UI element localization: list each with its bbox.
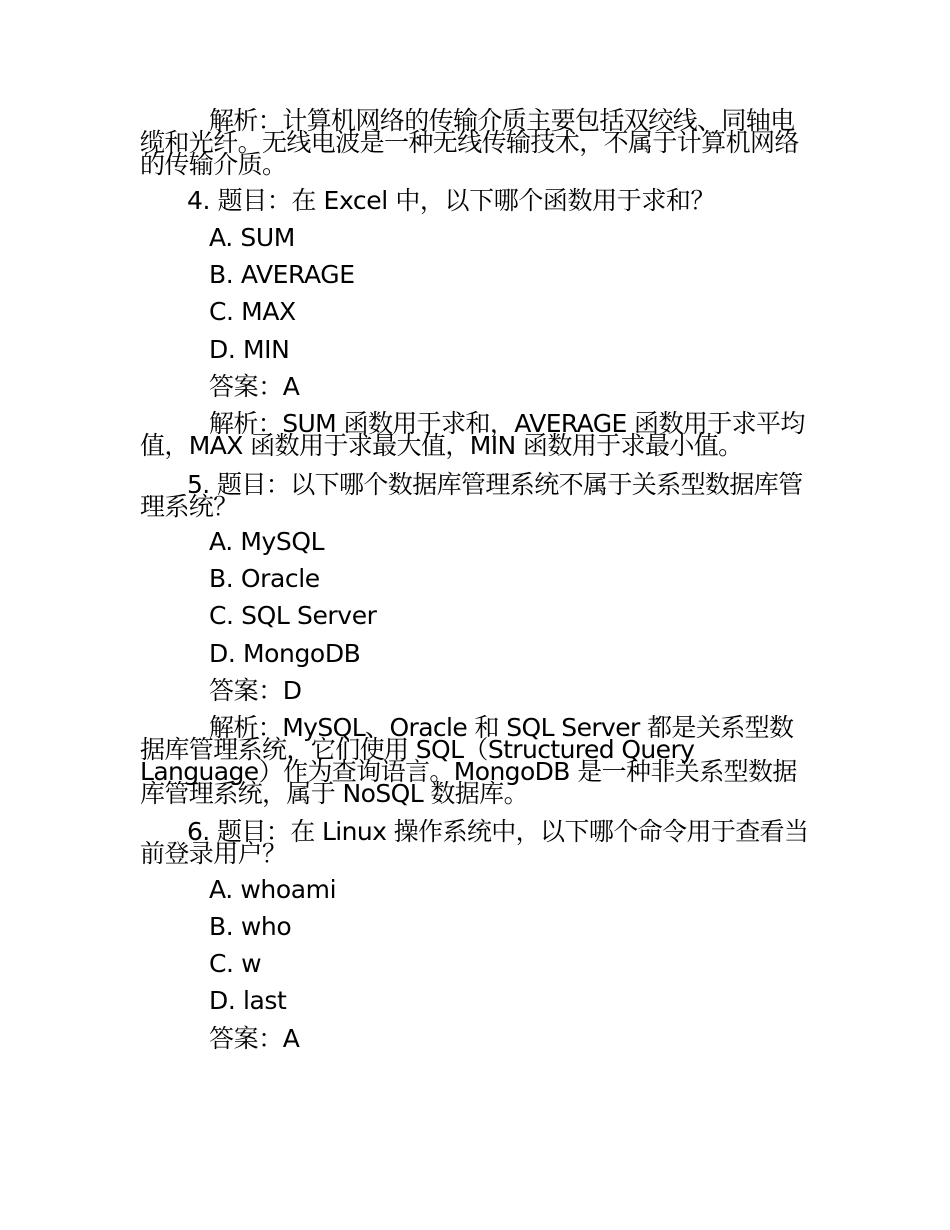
q6-option-d: D. last — [209, 986, 287, 1015]
q6-option-b: B. who — [209, 912, 292, 941]
q5-title: 5. 题目：以下哪个数据库管理系统不属于关系型数据库管理系统？ — [140, 470, 803, 521]
q4-option-d: D. MIN — [209, 335, 290, 364]
q5-explanation: 解析：MySQL、Oracle 和 SQL Server 都是关系型数据库管理系统，它们使用 SQL（Structured Query Language）作为查询语言。MongoDB 是一种非关系型数据库管理系统，属于 NoSQL 数据库。 — [140, 713, 797, 808]
q5-answer: 答案：D — [209, 676, 302, 705]
q5-option-a: A. MySQL — [209, 527, 325, 556]
q6-option-c: C. w — [209, 949, 262, 978]
q3-explanation: 解析：计算机网络的传输介质主要包括双绞线、同轴电缆和光纤。无线电波是一种无线传输技术，不属于计算机网络的传输介质。 — [140, 106, 799, 179]
q5-option-c: C. SQL Server — [209, 601, 377, 630]
q5-option-d: D. MongoDB — [209, 639, 361, 668]
q6-option-a: A. whoami — [209, 875, 337, 904]
q6-title: 6. 题目：在 Linux 操作系统中，以下哪个命令用于查看当前登录用户？ — [140, 817, 809, 868]
q4-option-a: A. SUM — [209, 223, 295, 252]
q4-option-c: C. MAX — [209, 297, 296, 326]
q5-option-b: B. Oracle — [209, 564, 320, 593]
q4-option-b: B. AVERAGE — [209, 260, 355, 289]
q4-explanation: 解析：SUM 函数用于求和，AVERAGE 函数用于求平均值，MAX 函数用于求最大值，MIN 函数用于求最小值。 — [140, 409, 805, 460]
q6-answer: 答案：A — [209, 1024, 300, 1053]
q4-title: 4. 题目：在 Excel 中，以下哪个函数用于求和？ — [187, 186, 716, 215]
q4-answer: 答案：A — [209, 372, 300, 401]
